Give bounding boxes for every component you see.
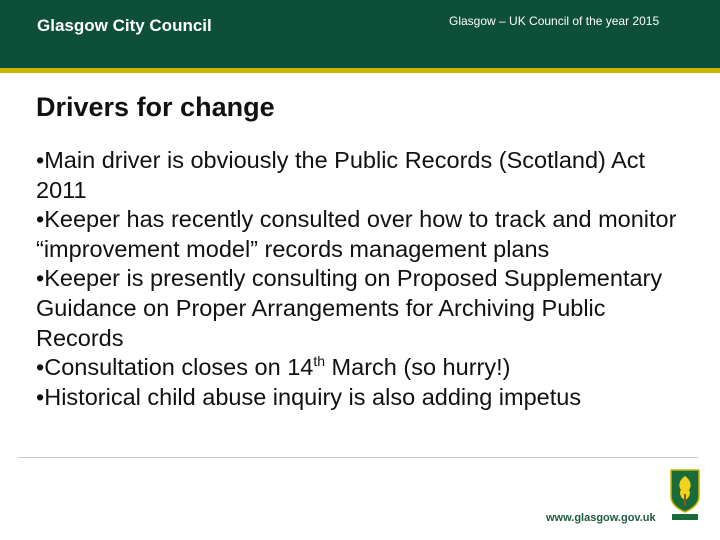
header-accent-stripe xyxy=(0,68,720,73)
footer-website-link[interactable]: www.glasgow.gov.uk xyxy=(546,512,656,524)
footer-divider xyxy=(18,457,698,458)
bullet-item xyxy=(36,353,696,383)
header-tagline: Glasgow – UK Council of the year 2015 xyxy=(449,14,660,28)
bullet-text: •Consultation closes on 14 xyxy=(36,354,314,381)
ordinal-suffix: th xyxy=(313,353,326,370)
bullet-item: •Keeper has recently consulted over how to track and monitor “improvement model” records management plans xyxy=(36,206,677,262)
bullet-item: •Historical child abuse inquiry is also adding impetus xyxy=(36,383,582,410)
header-bar xyxy=(0,0,720,68)
bullet-list xyxy=(36,146,696,412)
slide-title: Drivers for change xyxy=(36,92,275,122)
organization-name: Glasgow City Council xyxy=(37,16,212,35)
glasgow-city-council-crest-icon xyxy=(668,468,702,522)
bullet-item: •Main driver is obviously the Public Records (Scotland) Act 2011 xyxy=(36,147,646,203)
bullet-text: March (so hurry!) xyxy=(325,354,511,381)
bullet-item: •Keeper is presently consulting on Proposed Supplementary Guidance on Proper Arrangements for Archiving Public Records xyxy=(36,265,663,351)
